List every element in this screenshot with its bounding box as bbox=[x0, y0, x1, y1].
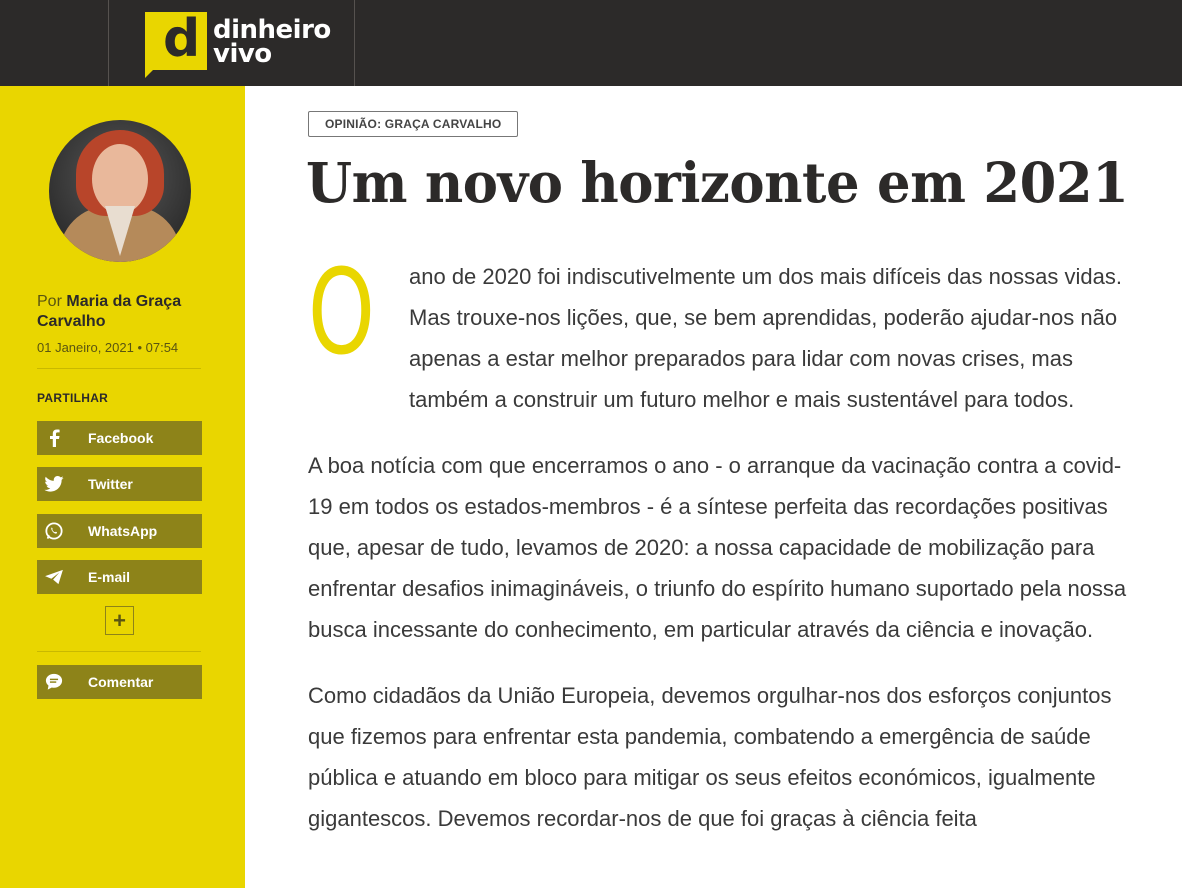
more-share-button[interactable]: + bbox=[105, 606, 134, 635]
facebook-icon bbox=[37, 421, 71, 455]
comment-icon bbox=[37, 665, 71, 699]
divider bbox=[37, 368, 201, 369]
paragraph: Como cidadãos da União Europeia, devemos orgulhar-nos dos esforços conjuntos que fizemos para enfrentar esta pandemia, combatendo a emergência de saúde pública e atuando em bloco para mitigar os seus efeitos económicos, igualmente gigantescos. Devemos recordar-nos de que foi graças à ciência feita bbox=[308, 683, 1112, 831]
email-icon bbox=[37, 560, 71, 594]
paragraph: A boa notícia com que encerramos o ano - o arranque da vacinação contra a covid-19 em todos os estados-membros - é a síntese perfeita das recordações positivas que, apesar de tudo, levamos de 2020: a nossa capacidade de mobilização para enfrentar desafios inimagináveis, o triunfo do espírito humano suportado pela nossa busca incessante do conhecimento, em particular através da ciência e inovação. bbox=[308, 453, 1127, 642]
opinion-tag[interactable]: OPINIÃO: GRAÇA CARVALHO bbox=[308, 111, 518, 137]
site-logo[interactable] bbox=[145, 9, 331, 70]
site-header bbox=[0, 0, 1182, 86]
byline: Por Maria da Graça Carvalho bbox=[37, 293, 182, 330]
share-facebook-button[interactable]: Facebook bbox=[37, 421, 202, 455]
divider bbox=[37, 651, 201, 652]
whatsapp-icon bbox=[37, 514, 71, 548]
twitter-icon bbox=[37, 467, 71, 501]
paragraph: O ano de 2020 foi indiscutivelmente um dos mais difíceis das nossas vidas. Mas trouxe-nos lições, que, se bem aprendidas, poderão ajudar-nos não apenas a estar melhor preparados para lidar com novas crises, mas também a construir um futuro melhor e mais sustentável para todos. bbox=[308, 243, 1122, 412]
article-body bbox=[308, 243, 1138, 864]
logo-text: dinheiro vivo bbox=[213, 15, 331, 69]
drop-cap: O bbox=[308, 243, 375, 381]
author-link[interactable]: Maria da Graça Carvalho bbox=[37, 293, 182, 330]
logo-mark: d bbox=[145, 12, 207, 70]
header-divider bbox=[108, 0, 109, 86]
share-whatsapp-button[interactable]: WhatsApp bbox=[37, 514, 202, 548]
publish-date: 01 Janeiro, 2021 • 07:54 bbox=[37, 340, 179, 355]
header-divider bbox=[354, 0, 355, 86]
share-twitter-button[interactable]: Twitter bbox=[37, 467, 202, 501]
share-title: PARTILHAR bbox=[37, 391, 109, 405]
author-avatar[interactable] bbox=[49, 120, 191, 262]
comment-button[interactable]: Comentar bbox=[37, 665, 202, 699]
share-email-button[interactable]: E-mail bbox=[37, 560, 202, 594]
article-title: Um novo horizonte em 2021 bbox=[306, 150, 1129, 215]
author-sidebar bbox=[0, 86, 245, 888]
